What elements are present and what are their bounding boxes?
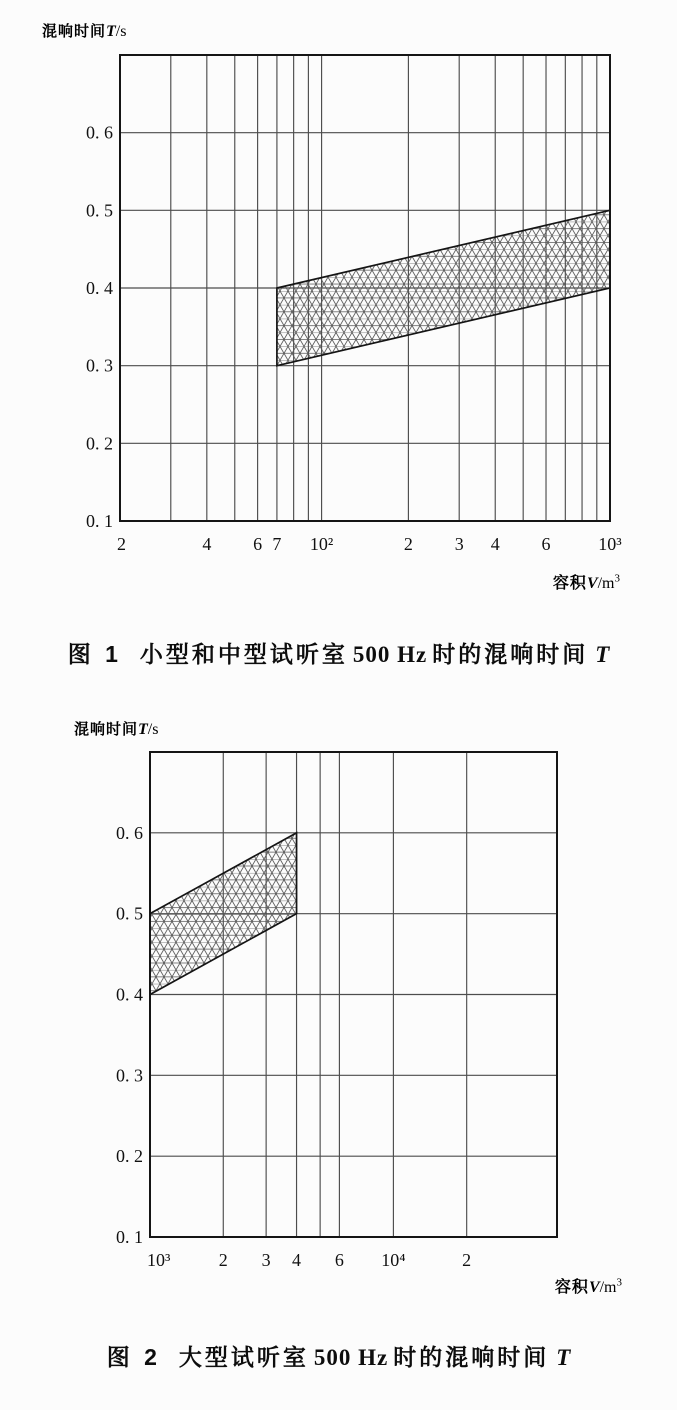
x-axis-symbol: V	[588, 1279, 600, 1296]
y-axis-unit: /s	[147, 721, 159, 738]
figure2-caption-post: 时的混响时间	[393, 1344, 550, 1370]
figure2-caption-number: 图 2	[106, 1344, 161, 1370]
x-tick-label: 10³	[598, 534, 622, 554]
x-tick-label: 6	[253, 534, 263, 554]
x-tick-label: 2	[218, 1250, 228, 1270]
x-axis-title-cn: 容积	[552, 575, 587, 592]
figure2-x-axis-title	[555, 1274, 622, 1297]
figure1-caption-frequency: 500 Hz	[352, 642, 428, 667]
y-axis-title-cn: 混响时间	[42, 23, 107, 40]
y-axis-symbol: T	[106, 23, 116, 40]
x-tick-label: 10²	[309, 534, 334, 554]
reverberation-time-band	[277, 210, 610, 365]
x-tick-label: 2	[462, 1250, 472, 1270]
figure2-caption-symbol: T	[556, 1345, 571, 1370]
figure1-caption-number: 图 1	[67, 641, 122, 667]
y-tick-label: 0. 1	[86, 511, 113, 531]
x-axis-title-cn: 容积	[554, 1279, 589, 1296]
x-tick-label: 3	[261, 1250, 271, 1270]
figure-2-gridlines	[150, 752, 557, 1237]
figure2-caption	[0, 1339, 677, 1372]
y-tick-label: 0. 3	[86, 355, 113, 376]
y-axis-unit: /s	[115, 23, 127, 40]
x-tick-label: 6	[541, 534, 551, 554]
x-tick-label: 10⁴	[381, 1250, 406, 1270]
y-tick-label: 0. 6	[116, 822, 143, 843]
figure-2-plot	[116, 752, 557, 1270]
figure1-y-axis-title	[42, 20, 126, 41]
x-tick-label: 7	[272, 534, 282, 554]
figure2-y-axis-title	[74, 718, 158, 739]
figure1-caption-pre: 小型和中型试听室	[139, 641, 348, 667]
figure1-caption-symbol: T	[595, 642, 610, 667]
x-tick-label: 2	[117, 534, 126, 554]
x-tick-label: 3	[454, 534, 464, 554]
figure2-caption-pre: 大型试听室	[178, 1344, 309, 1370]
x-axis-unit: $/m^3$	[599, 1276, 622, 1296]
figure2-caption-frequency: 500 Hz	[313, 1345, 389, 1370]
y-tick-label: 0. 4	[116, 984, 143, 1005]
x-axis-symbol: V	[586, 575, 598, 592]
y-tick-label: 0. 5	[86, 200, 113, 221]
x-tick-label: 4	[490, 534, 500, 554]
y-tick-label: 0. 2	[86, 433, 113, 454]
figure-1-plot	[86, 55, 622, 554]
figure1-caption	[0, 636, 677, 669]
x-tick-label: 10³	[147, 1250, 171, 1270]
x-tick-label: 4	[202, 534, 212, 554]
y-tick-label: 0. 4	[86, 278, 113, 298]
y-axis-symbol: T	[138, 721, 148, 738]
figure1-caption-post: 时的混响时间	[432, 641, 589, 667]
y-tick-label: 0. 3	[116, 1065, 143, 1086]
x-tick-label: 2	[403, 534, 413, 554]
y-tick-label: 0. 2	[116, 1146, 143, 1167]
y-tick-label: 0. 6	[86, 122, 113, 143]
x-tick-label: 6	[334, 1250, 344, 1270]
y-axis-title-cn: 混响时间	[74, 721, 139, 738]
x-axis-unit: $/m^3$	[597, 572, 620, 592]
y-tick-label: 0. 1	[116, 1227, 143, 1247]
figure1-x-axis-title	[553, 570, 620, 593]
y-tick-label: 0. 5	[116, 903, 143, 924]
x-tick-label: 4	[292, 1250, 302, 1270]
